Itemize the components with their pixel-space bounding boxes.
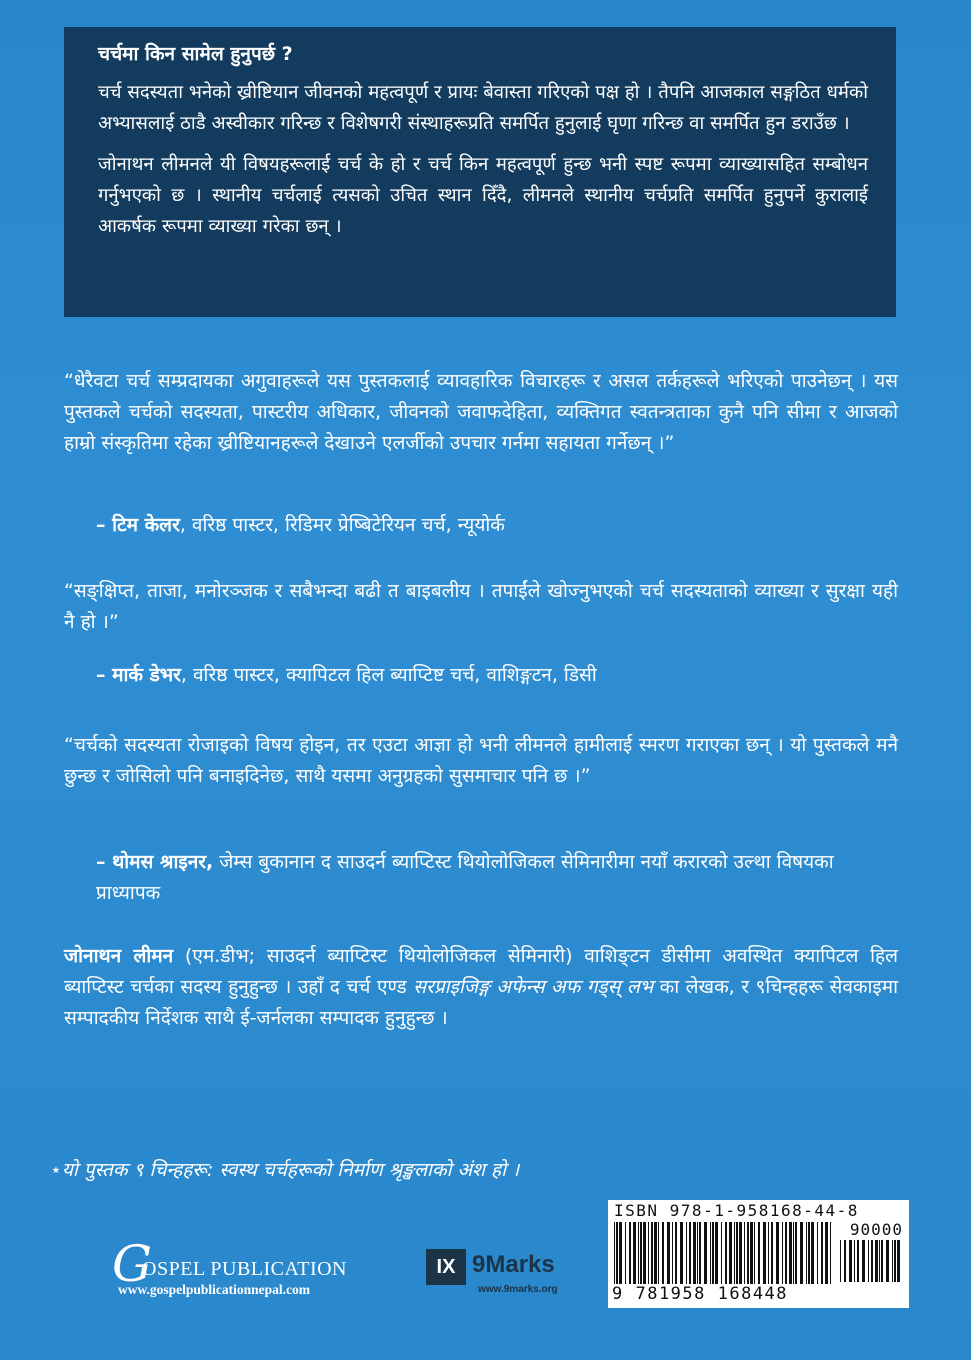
summary-paragraph-1: चर्च सदस्यता भनेको ख्रीष्टियान जीवनको महत्वपूर्ण र प्रायः बेवास्ता गरिएको पक्ष हो । तैपनि आजकाल सङ्गठित धर्मको अभ्यासलाई ठाडै अस्वीकार गरिन्छ र विशेषगरी संस्थाहरूप्रति समर्पित हुनुलाई घृणा गरिन्छ वा समर्पित हुन डराउँछ । (98, 82, 868, 134)
publisher-name: OSPEL PUBLICATION (142, 1258, 347, 1280)
endorser-name-1: – टिम केलर (96, 514, 180, 536)
summary-heading: चर्चमा किन सामेल हुनुपर्छ ? (98, 43, 293, 65)
endorser-title-3: जेम्स बुकानान द साउदर्न ब्याप्टिस्ट थियोलोजिकल सेमिनारीमा नयाँ करारको उल्था विषयका प्राध्यापक (96, 851, 834, 904)
author-name: जोनाथन लीमन (64, 945, 174, 967)
barcode-addon-bars (840, 1240, 904, 1282)
author-bio (64, 941, 898, 1034)
barcode-digits: 9 781958 168448 (612, 1284, 789, 1304)
ninemarks-url: www.9marks.org (478, 1284, 558, 1295)
summary-paragraph-2: जोनाथन लीमनले यी विषयहरूलाई चर्च के हो र चर्च किन महत्वपूर्ण हुन्छ भनी स्पष्ट रूपमा व्याख्यासहित सम्बोधन गर्नुभएको छ । स्थानीय चर्चलाई त्यसको उचित स्थान दिँदै, लीमनले स्थानीय चर्चप्रति समर्पित हुनुपर्ने कुरालाई आकर्षक रूपमा व्याख्या गरेका छन् । (98, 154, 868, 237)
series-note: ⋆यो पुस्तक ९ चिन्हहरू: स्वस्थ चर्चहरूको निर्माण श्रृङ्खलाको अंश हो । (50, 1159, 520, 1181)
bio-book-title: सरप्राइजिङ्ग अफेन्स अफ गड्स् लभ (413, 976, 654, 998)
barcode-addon: 90000 (849, 1220, 903, 1239)
gospel-logo-letter: G (112, 1235, 152, 1293)
barcode-bars (614, 1222, 834, 1284)
endorser-title-1: , वरिष्ठ पास्टर, रिडिमर प्रेष्बिटेरियन चर्च, न्यूयोर्क (179, 514, 505, 536)
bio-text-1: (एम.डीभ; साउदर्न ब्याप्टिस्ट थियोलोजिकल सेमिनारी) वाशिङ्टन डीसीमा अवस्थित क्यापिटल हिल ब्याप्टिस्ट चर्चका सदस्य हुनुहुन्छ । उहाँ द चर्च एण्ड (64, 945, 898, 998)
endorsement-attribution-3 (96, 847, 898, 909)
ninemarks-name: 9Marks (472, 1251, 555, 1278)
ninemarks-logo (426, 1247, 586, 1302)
isbn-barcode (608, 1200, 909, 1308)
isbn-label: ISBN 978-1-958168-44-8 (614, 1201, 859, 1220)
endorsement-attribution-2 (96, 660, 898, 691)
gospel-publication-logo (112, 1236, 402, 1306)
bio-text-2: का लेखक, र ९चिन्हहरू सेवकाइमा सम्पादकीय निर्देशक साथै ई-जर्नलका सम्पादक हुनुहुन्छ । (64, 976, 899, 1029)
ninemarks-badge: IX (426, 1249, 466, 1285)
endorsement-quote-3: “चर्चको सदस्यता रोजाइको विषय होइन, तर एउटा आज्ञा हो भनी लीमनले हामीलाई स्मरण गराएका छन् । यो पुस्तकले मनै छुन्छ र जोसिलो पनि बनाइदिनेछ, साथै यसमा अनुग्रहको सुसमाचार पनि छ ।” (64, 734, 898, 787)
endorser-name-2: – मार्क डेभर (96, 664, 181, 686)
endorsement-attribution-1 (96, 510, 898, 541)
endorsement-quote-2: “सङ्क्षिप्त, ताजा, मनोरञ्जक र सबैभन्दा बढी त बाइबलीय । तपाईंले खोज्नुभएको चर्च सदस्यताको व्याख्या र सुरक्षा यही नै हो ।” (64, 580, 898, 633)
publisher-url: www.gospelpublicationnepal.com (118, 1282, 311, 1297)
endorsement-quote-1: “धेरैवटा चर्च सम्प्रदायका अगुवाहरूले यस पुस्तकलाई व्यावहारिक विचारहरू र असल तर्कहरूले भरिएको पाउनेछन् । यस पुस्तकले चर्चको सदस्यता, पास्टरीय अधिकार, जीवनको जवाफदेहिता, व्यक्तिगत स्वतन्त्रताका कुनै पनि सीमा र आजको हाम्रो संस्कृतिमा रहेका ख्रीष्टियानहरूले देखाउने एलर्जीको उपचार गर्नमा सहायता गर्नेछन् ।” (64, 370, 898, 454)
endorser-name-3: – थोमस श्राइनर, (96, 851, 214, 873)
summary-box (64, 27, 896, 317)
endorser-title-2: , वरिष्ठ पास्टर, क्यापिटल हिल ब्याप्टिष्ट चर्च, वाशिङ्गटन, डिसी (180, 664, 597, 686)
